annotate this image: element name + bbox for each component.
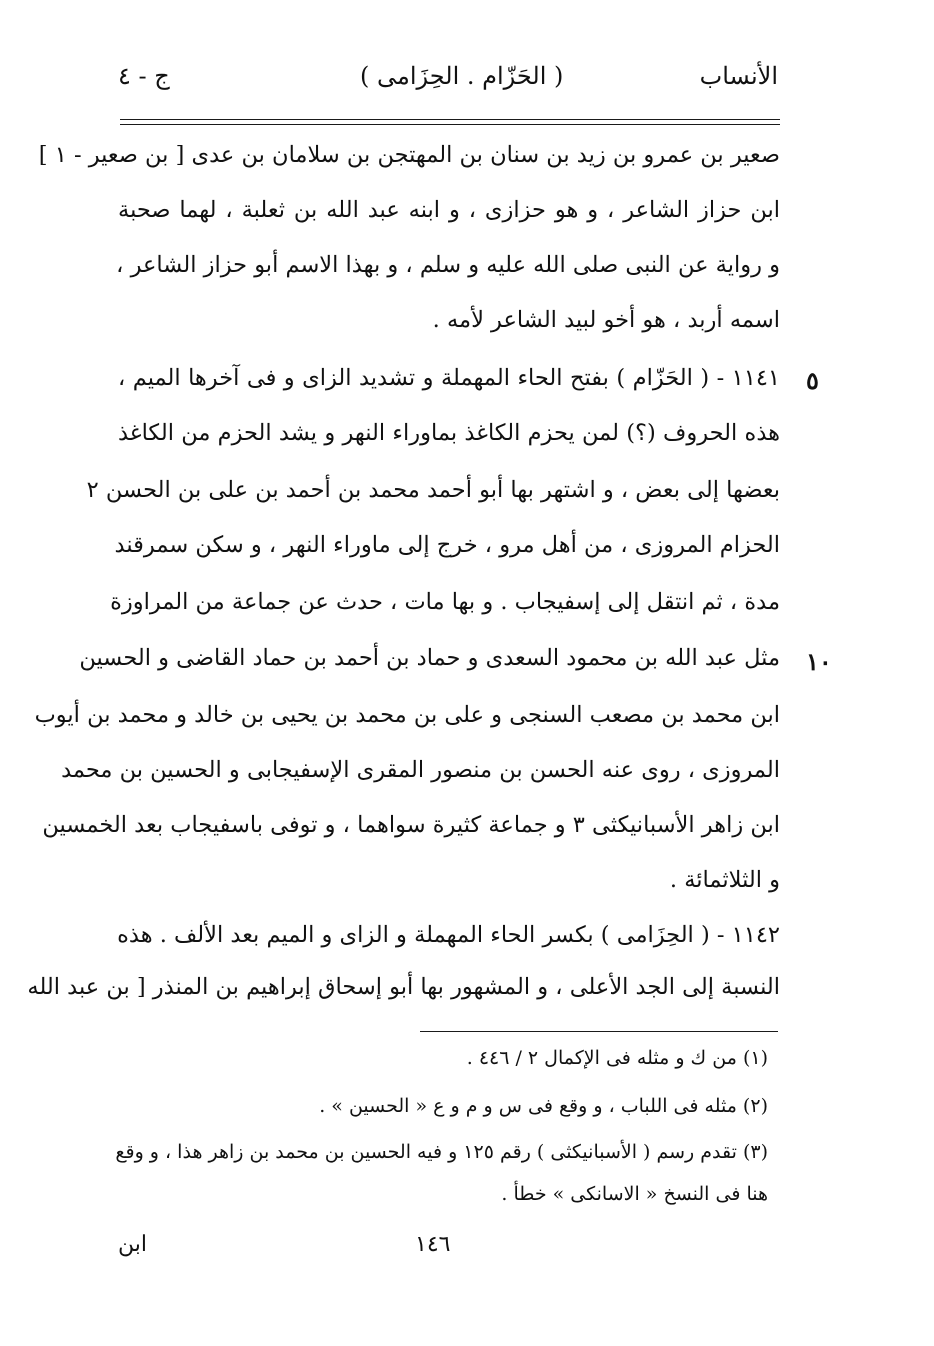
text-line: مثل عبد الله بن محمود السعدى و حماد بن أحمد بن حماد القاضى و الحسين: [79, 645, 780, 671]
margin-line-number: ٥: [806, 366, 819, 395]
text-line: و الثلاثمائة .: [669, 867, 780, 893]
text-line: ابن محمد بن مصعب السنجى و على بن محمد بن يحيى بن خالد و محمد بن أيوب: [34, 702, 780, 728]
text-line: مدة ، ثم انتقل إلى إسفيجاب . و بها مات ، حدث عن جماعة من المراوزة: [110, 589, 780, 615]
header-rule-top: [120, 119, 780, 120]
text-line: الحزام المروزى ، من أهل مرو ، خرج إلى ماوراء النهر ، و سكن سمرقند: [114, 532, 780, 558]
text-line: النسبة إلى الجد الأعلى ، و المشهور بها أبو إسحاق إبراهيم بن المنذر [ بن عبد الله: [27, 974, 780, 1000]
footnote-continuation: هنا فى النسخ « الاسانكى » خطأ .: [501, 1183, 768, 1205]
footnote: (٣) تقدم رسم ( الأسبانيكثى ) رقم ١٢٥ و فيه الحسين بن محمد بن زاهر هذا ، و وقع: [115, 1141, 768, 1163]
footnote-separator: [420, 1031, 778, 1032]
margin-line-number: ١٠: [806, 647, 832, 676]
footnote: (٢) مثله فى اللباب ، و وقع فى س و م و ع « الحسين » .: [319, 1095, 768, 1117]
header-entry-range: ( الحَزّام . الحِزَامى ): [360, 62, 564, 90]
header-book-title: الأنساب: [699, 62, 778, 90]
footnote: (١) من ك و مثله فى الإكمال ٢ / ٤٤٦ .: [466, 1047, 768, 1069]
entry-1142-heading-line: ١١٤٢ - ( الحِزَامى ) بكسر الحاء المهملة و الزاى و الميم بعد الألف . هذه: [117, 922, 780, 948]
header-volume: ج - ٤: [118, 62, 170, 90]
text-line: ابن حزاز الشاعر ، و هو حزازى ، و ابنه عبد الله بن ثعلبة ، لهما صحبة: [118, 197, 780, 223]
catchword: ابن: [118, 1232, 147, 1257]
header-rule-bottom: [120, 124, 780, 125]
text-line: و رواية عن النبى صلى الله عليه و سلم ، و بهذا الاسم أبو حزاز الشاعر ،: [116, 252, 780, 278]
text-line: صعير بن عمرو بن زيد بن سنان بن المهتجن بن سلامان بن عدى [ بن صعير - ١ ]: [38, 142, 780, 168]
text-line: ابن زاهر الأسبانيكثى ٣ و جماعة كثيرة سواهما ، و توفى باسفيجاب بعد الخمسين: [42, 812, 780, 838]
entry-1141-heading-line: ١١٤١ - ( الحَزّام ) بفتح الحاء المهملة و تشديد الزاى و فى آخرها الميم ،: [118, 365, 780, 391]
text-line: المروزى ، روى عنه الحسن بن منصور المقرى الإسفيجابى و الحسين بن محمد: [61, 757, 780, 783]
text-line: بعضها إلى بعض ، و اشتهر بها أبو أحمد محمد بن أحمد بن على بن الحسن ٢: [86, 477, 780, 503]
text-line: اسمه أربد ، هو أخو لبيد الشاعر لأمه .: [432, 307, 780, 333]
page-number: ١٤٦: [415, 1232, 451, 1257]
text-line: هذه الحروف (؟) لمن يحزم الكاغذ بماوراء النهر و يشد الحزم من الكاغذ: [118, 420, 780, 446]
